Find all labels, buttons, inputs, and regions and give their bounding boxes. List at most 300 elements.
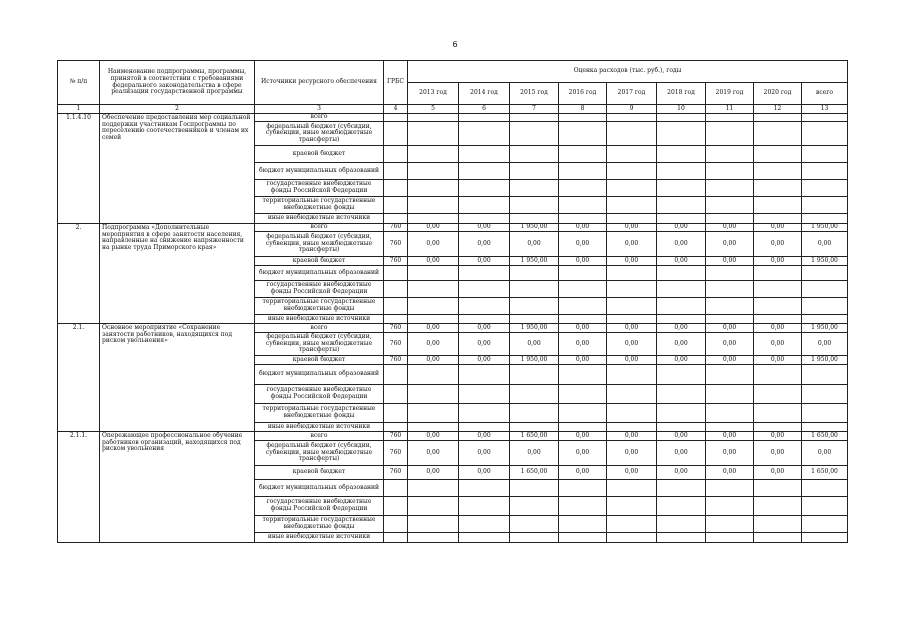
table-row <box>58 114 848 122</box>
expense-value <box>559 163 607 180</box>
expense-value: 0,00 <box>657 356 706 365</box>
expense-value: 0,00 <box>408 441 459 466</box>
expense-value <box>754 266 802 281</box>
expense-value <box>802 423 848 432</box>
column-number: 3 <box>255 105 384 114</box>
expense-value <box>408 266 459 281</box>
expense-value <box>559 497 607 516</box>
expense-value: 0,00 <box>754 224 802 232</box>
funding-source: бюджет муниципальных образований <box>255 365 384 385</box>
expense-value <box>754 497 802 516</box>
expense-value: 0,00 <box>408 224 459 232</box>
expense-value <box>408 497 459 516</box>
expense-value <box>559 298 607 315</box>
expense-value <box>706 197 754 214</box>
expense-value: 0,00 <box>559 441 607 466</box>
expense-value <box>657 298 706 315</box>
header-sources: Источники ресурсного обеспечения <box>255 61 384 105</box>
funding-source: территориальные государственные внебюджетные фонды <box>255 404 384 423</box>
expense-value <box>754 385 802 404</box>
expense-value: 1 950,00 <box>802 224 848 232</box>
expense-value: 1 650,00 <box>510 466 559 480</box>
expense-value <box>802 516 848 533</box>
expense-value <box>607 385 657 404</box>
expense-value: 0,00 <box>607 232 657 257</box>
expense-value <box>559 180 607 197</box>
expense-value <box>408 365 459 385</box>
expense-value <box>559 404 607 423</box>
expense-value <box>706 365 754 385</box>
expense-value <box>459 298 510 315</box>
grbs-code: 760 <box>384 333 408 356</box>
grbs-code <box>384 146 408 163</box>
program-name: Подпрограмма «Дополнительные мероприятия в сфере занятости населения, направленные на снижение напряженности на рынке труда Приморского края» <box>100 224 255 324</box>
expense-value <box>559 266 607 281</box>
expense-value <box>607 114 657 122</box>
expense-value: 0,00 <box>706 232 754 257</box>
expense-value <box>802 281 848 298</box>
expense-value <box>802 404 848 423</box>
expense-value <box>657 516 706 533</box>
expense-value <box>408 385 459 404</box>
expense-value <box>607 404 657 423</box>
expense-value <box>559 365 607 385</box>
expense-value: 0,00 <box>459 432 510 441</box>
expense-value <box>459 516 510 533</box>
header-year: 2016 год <box>559 83 607 105</box>
expense-value <box>802 114 848 122</box>
grbs-code <box>384 122 408 146</box>
grbs-code: 760 <box>384 324 408 333</box>
expense-value <box>459 365 510 385</box>
expense-value: 0,00 <box>408 232 459 257</box>
funding-source: всего <box>255 324 384 333</box>
expense-value <box>459 497 510 516</box>
expense-value <box>408 146 459 163</box>
expense-value <box>657 180 706 197</box>
header-year: всего <box>802 83 848 105</box>
column-number: 12 <box>754 105 802 114</box>
expense-value <box>657 281 706 298</box>
funding-source: территориальные государственные внебюджетные фонды <box>255 197 384 214</box>
expense-value: 0,00 <box>657 257 706 266</box>
expense-value <box>607 497 657 516</box>
expense-value <box>408 516 459 533</box>
expense-value <box>657 122 706 146</box>
grbs-code <box>384 365 408 385</box>
funding-source: бюджет муниципальных образований <box>255 163 384 180</box>
expense-value <box>706 404 754 423</box>
expense-value <box>459 385 510 404</box>
expense-value: 0,00 <box>607 224 657 232</box>
expense-value: 0,00 <box>459 466 510 480</box>
column-number: 1 <box>58 105 100 114</box>
funding-source: бюджет муниципальных образований <box>255 266 384 281</box>
expense-value <box>706 497 754 516</box>
program-name: Обеспечение предоставления мер социальной поддержки участникам Госпрограммы по переселению соотечественников и членам их семей <box>100 114 255 224</box>
expense-value <box>657 163 706 180</box>
expense-value: 0,00 <box>459 356 510 365</box>
expense-value <box>559 315 607 324</box>
expense-value <box>754 423 802 432</box>
expense-value <box>510 180 559 197</box>
expense-value: 0,00 <box>607 324 657 333</box>
expense-value: 0,00 <box>754 356 802 365</box>
expense-value <box>607 146 657 163</box>
expense-value <box>802 298 848 315</box>
grbs-code: 760 <box>384 356 408 365</box>
expense-value <box>510 146 559 163</box>
grbs-code <box>384 298 408 315</box>
expense-value <box>754 122 802 146</box>
grbs-code <box>384 497 408 516</box>
row-number: 2. <box>58 224 100 324</box>
expense-value: 0,00 <box>657 441 706 466</box>
expense-value <box>607 266 657 281</box>
expense-value <box>802 214 848 224</box>
column-number: 10 <box>657 105 706 114</box>
expense-value <box>802 180 848 197</box>
expense-value: 0,00 <box>657 333 706 356</box>
funding-source: иные внебюджетные источники <box>255 214 384 224</box>
funding-source: краевой бюджет <box>255 466 384 480</box>
expense-value: 1 950,00 <box>510 324 559 333</box>
funding-source: федеральный бюджет (субсидии, субвенции, иные межбюджетные трансферты) <box>255 333 384 356</box>
expense-value: 0,00 <box>408 432 459 441</box>
expense-value <box>510 122 559 146</box>
header-year: 2014 год <box>459 83 510 105</box>
expense-value <box>802 497 848 516</box>
header-year: 2017 год <box>607 83 657 105</box>
grbs-code: 760 <box>384 224 408 232</box>
grbs-code: 760 <box>384 257 408 266</box>
expense-value <box>657 385 706 404</box>
expense-value <box>510 404 559 423</box>
expense-value <box>802 480 848 497</box>
program-name: Опережающее профессиональное обучение работников организаций, находящихся под риском увольнения <box>100 432 255 543</box>
table-row <box>58 224 848 232</box>
expense-value: 0,00 <box>408 257 459 266</box>
expense-value <box>559 385 607 404</box>
funding-source: краевой бюджет <box>255 257 384 266</box>
expense-value <box>706 423 754 432</box>
expense-value <box>559 146 607 163</box>
expense-value: 0,00 <box>657 432 706 441</box>
grbs-code <box>384 423 408 432</box>
expense-value <box>559 197 607 214</box>
table-row <box>58 432 848 441</box>
expense-value <box>459 180 510 197</box>
expense-value <box>706 122 754 146</box>
expense-value <box>510 365 559 385</box>
expense-value <box>802 365 848 385</box>
expense-value: 0,00 <box>607 257 657 266</box>
expense-value <box>802 385 848 404</box>
expense-value <box>754 214 802 224</box>
grbs-code: 760 <box>384 232 408 257</box>
expense-value <box>706 315 754 324</box>
grbs-code: 760 <box>384 466 408 480</box>
grbs-code <box>384 180 408 197</box>
expense-value <box>510 516 559 533</box>
expense-value: 1 950,00 <box>802 257 848 266</box>
expense-value <box>459 480 510 497</box>
expense-value <box>459 114 510 122</box>
expense-value <box>408 315 459 324</box>
expense-value: 0,00 <box>510 333 559 356</box>
expense-value <box>510 497 559 516</box>
page-number: 6 <box>452 40 458 49</box>
expense-value: 0,00 <box>559 466 607 480</box>
funding-source: иные внебюджетные источники <box>255 423 384 432</box>
expense-value <box>657 404 706 423</box>
expense-value <box>754 180 802 197</box>
expense-value: 0,00 <box>510 232 559 257</box>
expense-value: 0,00 <box>459 224 510 232</box>
expense-value <box>657 533 706 543</box>
expense-value <box>559 423 607 432</box>
expense-value: 0,00 <box>559 257 607 266</box>
grbs-code <box>384 404 408 423</box>
expense-value <box>510 423 559 432</box>
header-name: Наименование подпрограммы, программы, принятой в соответствии с требованиями федерального законодательства в сфере реализации государственной программы <box>100 61 255 105</box>
expense-value: 0,00 <box>459 232 510 257</box>
expense-value <box>510 163 559 180</box>
grbs-code <box>384 266 408 281</box>
expense-value <box>408 122 459 146</box>
expense-value <box>459 163 510 180</box>
expense-value: 0,00 <box>510 441 559 466</box>
expense-value: 0,00 <box>657 466 706 480</box>
expense-value: 0,00 <box>754 232 802 257</box>
expense-value <box>559 480 607 497</box>
funding-source: краевой бюджет <box>255 146 384 163</box>
program-name: Основное мероприятие «Сохранение занятости работников, находящихся под риском увольнения» <box>100 324 255 432</box>
expense-value <box>607 298 657 315</box>
column-number: 7 <box>510 105 559 114</box>
expense-value: 0,00 <box>802 441 848 466</box>
expense-value <box>802 146 848 163</box>
row-number: 2.1. <box>58 324 100 432</box>
expense-value <box>754 533 802 543</box>
expense-value <box>408 423 459 432</box>
column-number: 9 <box>607 105 657 114</box>
funding-source: федеральный бюджет (субсидии, субвенции, иные межбюджетные трансферты) <box>255 122 384 146</box>
expense-value: 0,00 <box>408 356 459 365</box>
expense-value: 0,00 <box>706 257 754 266</box>
expense-value: 0,00 <box>754 466 802 480</box>
expense-value: 0,00 <box>802 333 848 356</box>
expense-value <box>510 266 559 281</box>
expense-value: 0,00 <box>754 432 802 441</box>
funding-source: государственные внебюджетные фонды Российской Федерации <box>255 281 384 298</box>
grbs-code: 760 <box>384 441 408 466</box>
expense-value <box>408 281 459 298</box>
expense-value: 0,00 <box>607 441 657 466</box>
expense-value <box>408 404 459 423</box>
header-year: 2013 год <box>408 83 459 105</box>
expense-value <box>607 516 657 533</box>
expense-value <box>607 423 657 432</box>
expense-value <box>459 146 510 163</box>
table-row <box>58 324 848 333</box>
funding-source: всего <box>255 224 384 232</box>
expense-value <box>459 404 510 423</box>
expense-value <box>510 385 559 404</box>
expense-value <box>657 365 706 385</box>
expense-value <box>706 114 754 122</box>
expense-value: 0,00 <box>408 324 459 333</box>
expense-value <box>706 281 754 298</box>
expense-value <box>408 298 459 315</box>
expense-value: 0,00 <box>706 441 754 466</box>
grbs-code <box>384 315 408 324</box>
expense-value: 0,00 <box>657 232 706 257</box>
expense-value: 0,00 <box>706 333 754 356</box>
expense-value: 0,00 <box>754 441 802 466</box>
expense-value <box>754 404 802 423</box>
grbs-code <box>384 163 408 180</box>
expense-value <box>459 423 510 432</box>
funding-source: иные внебюджетные источники <box>255 533 384 543</box>
expense-value <box>657 480 706 497</box>
expense-value <box>754 315 802 324</box>
expense-value <box>559 281 607 298</box>
expense-value <box>607 122 657 146</box>
funding-source: всего <box>255 432 384 441</box>
expense-value <box>510 480 559 497</box>
column-number: 8 <box>559 105 607 114</box>
grbs-code <box>384 480 408 497</box>
expense-value: 1 950,00 <box>510 257 559 266</box>
grbs-code <box>384 214 408 224</box>
column-number: 6 <box>459 105 510 114</box>
expense-value <box>408 533 459 543</box>
expense-value <box>657 497 706 516</box>
funding-source: территориальные государственные внебюджетные фонды <box>255 516 384 533</box>
expense-value <box>754 163 802 180</box>
expense-value <box>754 146 802 163</box>
expense-value: 0,00 <box>459 333 510 356</box>
expense-value <box>706 180 754 197</box>
expense-value: 0,00 <box>657 224 706 232</box>
column-number: 11 <box>706 105 754 114</box>
expense-value: 0,00 <box>706 432 754 441</box>
expense-value <box>706 385 754 404</box>
expense-value <box>607 180 657 197</box>
expense-value <box>510 533 559 543</box>
expense-value <box>706 266 754 281</box>
expense-value <box>510 114 559 122</box>
expense-value: 0,00 <box>559 232 607 257</box>
grbs-code <box>384 533 408 543</box>
expense-value <box>657 197 706 214</box>
expense-value: 0,00 <box>459 257 510 266</box>
expense-value <box>706 214 754 224</box>
header-year: 2018 год <box>657 83 706 105</box>
expense-value <box>706 163 754 180</box>
grbs-code <box>384 385 408 404</box>
header-year: 2019 год <box>706 83 754 105</box>
expense-value <box>408 214 459 224</box>
expense-value <box>510 298 559 315</box>
expense-value <box>607 197 657 214</box>
header-year: 2020 год <box>754 83 802 105</box>
expense-value <box>459 122 510 146</box>
expense-value: 1 950,00 <box>510 224 559 232</box>
expense-value <box>459 315 510 324</box>
expense-value: 0,00 <box>559 432 607 441</box>
expense-value <box>559 122 607 146</box>
grbs-code <box>384 516 408 533</box>
expense-value <box>408 163 459 180</box>
expense-value <box>408 480 459 497</box>
expense-value: 0,00 <box>657 324 706 333</box>
expense-value <box>657 146 706 163</box>
header-num: № п/п <box>58 61 100 105</box>
expense-value <box>754 516 802 533</box>
expense-value: 0,00 <box>459 324 510 333</box>
expense-value: 0,00 <box>408 466 459 480</box>
expense-value <box>559 214 607 224</box>
expense-value <box>408 114 459 122</box>
header-year: 2015 год <box>510 83 559 105</box>
grbs-code <box>384 197 408 214</box>
expense-value: 0,00 <box>754 333 802 356</box>
expense-value <box>657 315 706 324</box>
funding-source: краевой бюджет <box>255 356 384 365</box>
column-number: 2 <box>100 105 255 114</box>
expense-value <box>754 365 802 385</box>
expense-value <box>408 180 459 197</box>
expense-value <box>754 298 802 315</box>
expense-value: 1 650,00 <box>802 466 848 480</box>
expense-value: 1 950,00 <box>510 356 559 365</box>
expense-value: 1 650,00 <box>802 432 848 441</box>
expense-value <box>459 214 510 224</box>
expense-value: 0,00 <box>802 232 848 257</box>
expense-value <box>408 197 459 214</box>
grbs-code <box>384 281 408 298</box>
expense-value <box>754 114 802 122</box>
expense-value: 0,00 <box>706 466 754 480</box>
grbs-code: 760 <box>384 432 408 441</box>
expense-value <box>802 533 848 543</box>
expense-value <box>607 315 657 324</box>
funding-source: иные внебюджетные источники <box>255 315 384 324</box>
expense-value <box>802 122 848 146</box>
expense-value: 0,00 <box>559 224 607 232</box>
expense-value: 0,00 <box>459 441 510 466</box>
expenditure-table <box>57 60 848 543</box>
expense-value <box>510 214 559 224</box>
expense-value <box>559 516 607 533</box>
funding-source: государственные внебюджетные фонды Российской Федерации <box>255 385 384 404</box>
expense-value: 0,00 <box>607 333 657 356</box>
column-number: 4 <box>384 105 408 114</box>
expense-value: 0,00 <box>607 432 657 441</box>
expense-value <box>802 315 848 324</box>
expense-value <box>459 281 510 298</box>
expense-value <box>802 163 848 180</box>
expense-value: 0,00 <box>559 356 607 365</box>
expense-value <box>607 480 657 497</box>
expense-value <box>706 516 754 533</box>
expense-value <box>657 266 706 281</box>
funding-source: государственные внебюджетные фонды Российской Федерации <box>255 497 384 516</box>
expense-value <box>607 163 657 180</box>
expense-value: 0,00 <box>754 324 802 333</box>
